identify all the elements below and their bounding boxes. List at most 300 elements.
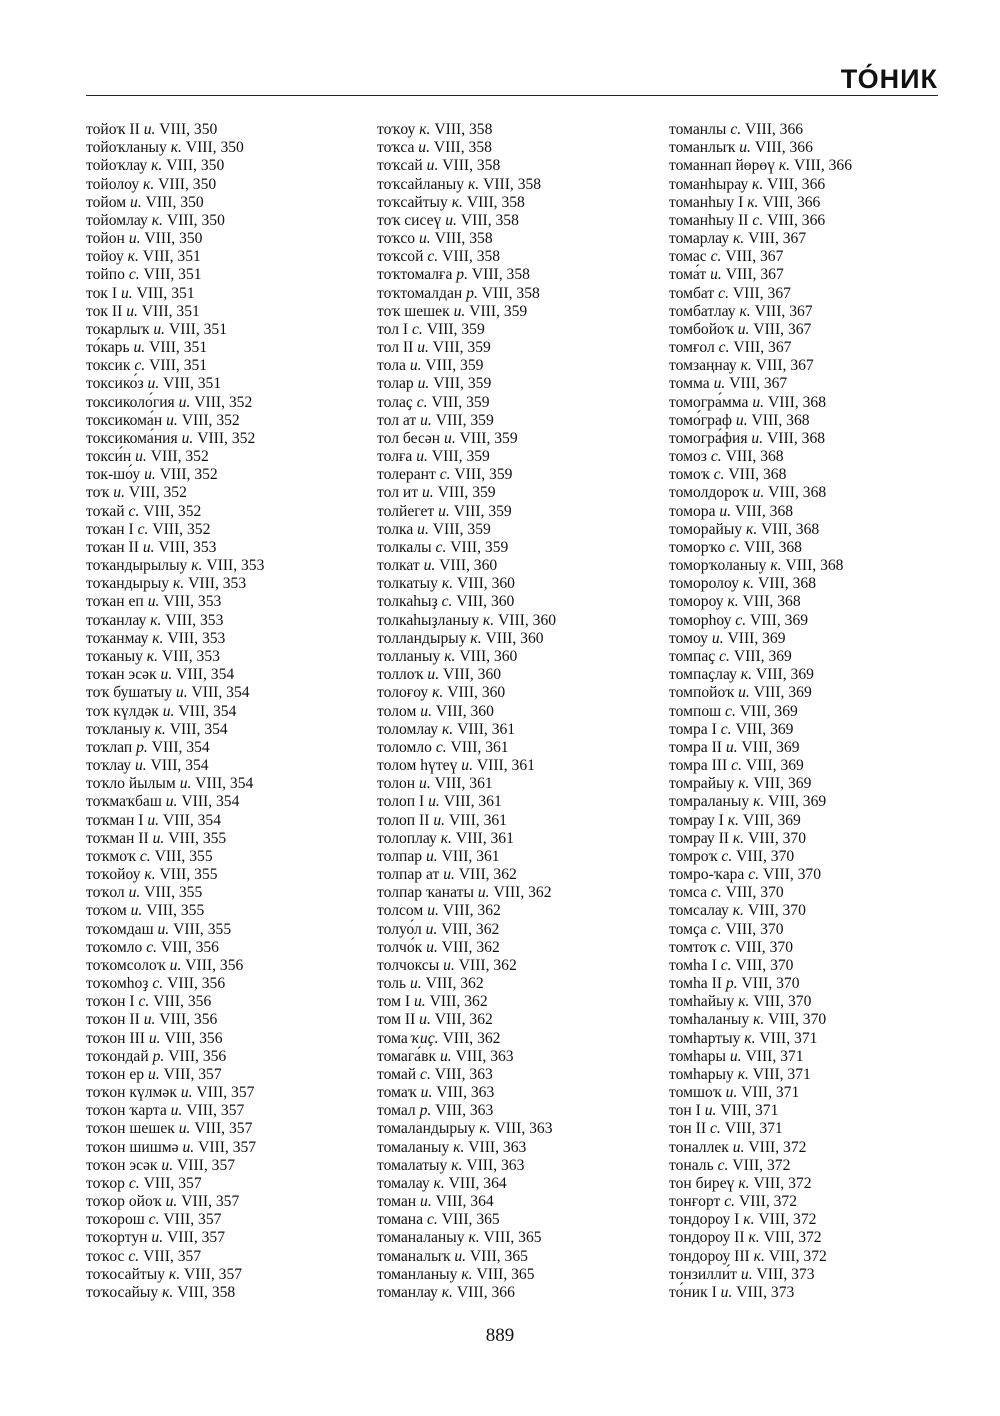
index-entry [377, 339, 556, 357]
entry-reference: VIII, 362 [458, 956, 517, 974]
entry-reference: VIII, 366 [745, 121, 804, 138]
entry-pos: р. [725, 975, 738, 993]
entry-reference: VIII, 368 [757, 575, 816, 593]
entry-pos: и. [439, 1047, 452, 1065]
entry-headword: тойон [86, 230, 125, 248]
entry-pos: и. [180, 1084, 193, 1102]
entry-headword: тойоҡланыу [86, 139, 167, 157]
entry-reference: VIII, 351 [149, 339, 208, 357]
entry-headword: томороу [669, 593, 724, 611]
index-entry [669, 466, 852, 484]
entry-reference: VIII, 350 [159, 121, 218, 138]
entry-pos: и. [421, 484, 434, 502]
entry-headword: тоҡомсолоҡ [86, 956, 166, 974]
index-entry [86, 394, 264, 412]
entry-pos: к. [432, 684, 444, 702]
index-entry [669, 612, 852, 630]
entry-headword: томоу [669, 629, 708, 647]
entry-headword: толоп I [377, 793, 425, 811]
index-entry [86, 266, 264, 284]
entry-pos: с. [426, 1211, 438, 1229]
entry-pos: и. [444, 429, 456, 447]
entry-reference: VIII, 353 [188, 575, 247, 593]
entry-headword: тоҡан эсәк [86, 666, 157, 684]
index-entry [86, 793, 264, 811]
entry-headword: тоҡман II [86, 829, 149, 847]
index-entry [377, 1139, 556, 1157]
index-entry [669, 648, 852, 666]
index-entry [377, 975, 556, 993]
entry-headword: тойпо [86, 266, 125, 284]
entry-reference: VIII, 369 [739, 702, 798, 720]
index-entry [669, 1248, 852, 1266]
entry-headword: тондороу II [669, 1229, 745, 1247]
entry-reference: VIII, 371 [752, 1065, 811, 1083]
entry-headword: толға [377, 448, 413, 466]
entry-pos: к. [191, 557, 203, 575]
index-entry [669, 194, 852, 212]
entry-headword: толоплау [377, 829, 437, 847]
entry-headword: томбойоҡ [669, 320, 734, 338]
entry-reference: VIII, 358 [434, 121, 493, 138]
index-entry [86, 503, 264, 521]
index-entry [377, 212, 556, 230]
entry-pos: к. [433, 1174, 445, 1192]
entry-headword: толкаһыҙланыу [377, 611, 479, 629]
entry-reference: VIII, 359 [469, 302, 528, 320]
index-entry [669, 721, 852, 739]
entry-headword: томһарыу [669, 1065, 734, 1083]
index-entry [377, 430, 556, 448]
entry-pos: с. [128, 1174, 140, 1192]
index-entry [669, 139, 852, 157]
index-entry [377, 884, 556, 902]
entry-pos: с. [730, 121, 742, 138]
entry-headword: толчоксы [377, 956, 440, 974]
index-entry [377, 176, 556, 194]
entry-headword: тоҡан II [86, 538, 139, 556]
index-entry [669, 575, 852, 593]
entry-reference: VIII, 370 [748, 829, 807, 847]
entry-pos: и. [147, 375, 160, 393]
entry-pos: и. [416, 448, 428, 466]
entry-pos: и. [170, 1102, 183, 1120]
entry-reference: VIII, 367 [755, 357, 814, 375]
entry-pos: и. [169, 956, 182, 974]
entry-pos: к. [173, 575, 185, 593]
entry-pos: с. [710, 920, 722, 938]
entry-headword: томпаҫ [669, 647, 716, 665]
header-rule [86, 95, 938, 96]
entry-pos: с. [710, 248, 722, 266]
entry-reference: VIII, 351 [163, 375, 222, 393]
index-entry [86, 939, 264, 957]
index-column-2 [377, 121, 556, 1302]
entry-pos: и. [426, 157, 439, 175]
entry-pos: с. [752, 211, 764, 229]
entry-reference: VIII, 360 [485, 629, 544, 647]
entry-reference: VIII, 369 [753, 684, 812, 702]
entry-headword: толкалы [377, 538, 432, 556]
entry-headword: тома́т [669, 266, 707, 284]
entry-headword: тоҡлау [86, 757, 132, 775]
entry-headword: токсиколо́гия [86, 393, 175, 411]
entry-headword: томас [669, 248, 707, 266]
index-entry [377, 993, 556, 1011]
index-entry [669, 793, 852, 811]
index-entry [377, 1030, 556, 1048]
index-column-1 [86, 121, 264, 1302]
entry-headword: тоҡмоҡ [86, 847, 136, 865]
entry-reference: VIII, 367 [725, 248, 784, 266]
entry-pos: и. [420, 411, 432, 429]
index-entry [377, 648, 556, 666]
entry-reference: VIII, 363 [434, 1065, 493, 1083]
entry-headword: томорҡоланыу [669, 557, 767, 575]
entry-pos: к. [732, 902, 744, 920]
entry-headword: токсик [86, 357, 131, 375]
entry-pos: с. [435, 538, 447, 556]
entry-reference: VIII, 363 [468, 1138, 527, 1156]
entry-headword: тоҡмаҡбаш [86, 793, 162, 811]
entry-pos: к. [738, 1174, 750, 1192]
entry-headword: тоҡон III [86, 1029, 145, 1047]
entry-headword: тоҡсай [377, 157, 423, 175]
entry-headword: томра II [669, 738, 722, 756]
index-entry [377, 303, 556, 321]
entry-reference: VIII, 368 [728, 466, 787, 484]
entry-headword: томһа II [669, 975, 722, 993]
entry-reference: VIII, 369 [735, 720, 794, 738]
entry-reference: VIII, 365 [469, 1247, 528, 1265]
entry-reference: VIII, 369 [755, 666, 814, 684]
entry-reference: VIII, 357 [194, 1120, 253, 1138]
index-entry [86, 1084, 264, 1102]
entry-reference: VIII, 353 [158, 538, 217, 556]
entry-headword: тоҡол [86, 884, 125, 902]
index-entry [377, 1157, 556, 1175]
index-entry [86, 866, 264, 884]
entry-pos: с. [710, 884, 722, 902]
index-entry [377, 812, 556, 830]
entry-reference: VIII, 353 [206, 557, 265, 575]
entry-pos: к. [727, 593, 739, 611]
index-entry [669, 1084, 852, 1102]
entry-pos: к. [744, 1029, 756, 1047]
entry-headword: толуо́л [377, 920, 422, 938]
entry-reference: VIII, 368 [761, 520, 820, 538]
entry-headword: томтоҡ [669, 938, 717, 956]
entry-pos: с. [128, 502, 140, 520]
index-entry [86, 1229, 264, 1247]
entry-headword: том I [377, 993, 411, 1011]
entry-headword: томанлы [669, 121, 727, 138]
index-entry [669, 484, 852, 502]
index-entry [669, 285, 852, 303]
entry-pos: с. [441, 593, 453, 611]
entry-pos: и. [128, 230, 141, 248]
entry-reference: VIII, 369 [750, 611, 809, 629]
entry-reference: VIII, 361 [457, 720, 516, 738]
entry-reference: VIII, 353 [165, 611, 224, 629]
entry-reference: VIII, 363 [466, 1156, 525, 1174]
entry-pos: к. [727, 811, 739, 829]
entry-pos: и. [148, 1029, 161, 1047]
index-entry [377, 466, 556, 484]
index-entry [377, 539, 556, 557]
entry-reference: VIII, 356 [164, 1029, 223, 1047]
entry-pos: и. [178, 1120, 191, 1138]
entry-pos: к. [470, 629, 482, 647]
entry-headword: токси́н [86, 448, 132, 466]
entry-headword: томһа I [669, 956, 717, 974]
entry-reference: VIII, 350 [166, 211, 225, 229]
entry-headword: тоҡом [86, 902, 127, 920]
entry-headword: толомло [377, 738, 432, 756]
entry-headword: томорайыу [669, 520, 743, 538]
entry-reference: VIII, 357 [177, 1156, 236, 1174]
entry-pos: к. [170, 139, 182, 157]
entry-headword: толландырыу [377, 629, 467, 647]
index-entry [377, 1084, 556, 1102]
entry-reference: VIII, 352 [181, 411, 240, 429]
entry-pos: и. [423, 557, 436, 575]
index-entry [86, 721, 264, 739]
entry-headword: тоҡандырылыу [86, 557, 188, 575]
entry-pos: и. [740, 1265, 753, 1283]
entry-reference: VIII, 357 [181, 1193, 240, 1211]
entry-pos: и. [438, 502, 450, 520]
entry-reference: VIII, 366 [767, 211, 826, 229]
entry-pos: с. [721, 847, 733, 865]
entry-reference: VIII, 352 [152, 520, 211, 538]
entry-headword: томро-ҡара [669, 866, 745, 884]
entry-reference: VIII, 362 [442, 902, 501, 920]
index-entry [86, 630, 264, 648]
index-entry [377, 957, 556, 975]
index-entry [86, 466, 264, 484]
entry-reference: VIII, 353 [161, 647, 220, 665]
entry-reference: VIII, 371 [724, 1120, 783, 1138]
index-entry [377, 285, 556, 303]
entry-pos: и. [147, 811, 160, 829]
entry-headword: томанһырау [669, 175, 749, 193]
index-entry [669, 593, 852, 611]
index-entry [669, 212, 852, 230]
entry-pos: с. [735, 611, 747, 629]
entry-headword: тол I [377, 320, 409, 338]
entry-reference: VIII, 355 [159, 866, 218, 884]
entry-headword: толпар [377, 847, 423, 865]
entry-reference: VIII, 370 [741, 975, 800, 993]
index-entry [669, 703, 852, 721]
entry-pos: и. [181, 429, 194, 447]
entry-pos: с. [439, 466, 451, 484]
entry-reference: VIII, 356 [167, 975, 226, 993]
entry-reference: VIII, 363 [436, 1084, 495, 1102]
entry-reference: VIII, 350 [145, 193, 204, 211]
entry-headword: томроҡ [669, 847, 718, 865]
index-entry [669, 394, 852, 412]
entry-headword: тома [377, 1029, 408, 1047]
entry-reference: VIII, 362 [434, 1011, 493, 1029]
entry-pos: к. [748, 1229, 760, 1247]
entry-reference: VIII, 370 [734, 938, 793, 956]
entry-pos: и. [738, 684, 750, 702]
entry-reference: VIII, 351 [149, 357, 208, 375]
entry-pos: к. [441, 1284, 453, 1301]
entry-reference: VIII, 365 [476, 1265, 535, 1283]
entry-headword: томан [377, 1193, 417, 1211]
entry-reference: VIII, 352 [194, 393, 253, 411]
entry-headword: тола [377, 357, 406, 375]
index-entry [86, 1211, 264, 1229]
index-entry [86, 339, 264, 357]
entry-pos: к. [441, 720, 454, 738]
entry-pos: и. [147, 593, 160, 611]
entry-headword: тоҡ [86, 484, 110, 502]
entry-reference: VIII, 355 [173, 920, 232, 938]
entry-pos: и. [160, 666, 173, 684]
entry-reference: VIII, 351 [168, 320, 228, 338]
index-entry [669, 375, 852, 393]
index-entry [377, 266, 556, 284]
index-entry [86, 230, 264, 248]
index-entry [377, 1102, 556, 1120]
entry-pos: с. [416, 393, 428, 411]
entry-pos: и. [144, 466, 156, 484]
entry-pos: к. [441, 575, 454, 593]
entry-pos: и. [461, 757, 473, 775]
index-entry [669, 1066, 852, 1084]
entry-pos: с. [411, 320, 423, 338]
index-entry [86, 1248, 264, 1266]
entry-reference: VIII, 361 [450, 738, 509, 756]
index-entry [669, 684, 852, 702]
index-entry [86, 757, 264, 775]
index-entry [377, 902, 556, 920]
index-entry [669, 1048, 852, 1066]
index-entry [377, 357, 556, 375]
entry-reference: VIII, 353 [163, 593, 222, 611]
entry-headword: томрау II [669, 829, 729, 847]
entry-pos: к. [739, 302, 751, 320]
index-entry [86, 575, 264, 593]
entry-pos: к. [151, 211, 163, 229]
entry-pos: с. [138, 993, 150, 1011]
entry-pos: с. [720, 720, 732, 738]
index-entry [669, 412, 852, 430]
entry-pos: и. [165, 1193, 178, 1211]
entry-headword: тон I [669, 1102, 701, 1120]
entry-pos: к. [143, 175, 155, 193]
entry-reference: VIII, 363 [494, 1120, 553, 1138]
entry-reference: VIII, 372 [753, 1174, 812, 1192]
entry-reference: VIII, 366 [794, 157, 853, 175]
entry-pos: и. [166, 411, 178, 429]
index-entry [377, 848, 556, 866]
entry-reference: VIII, 373 [756, 1265, 815, 1283]
entry-reference: VIII, 360 [456, 575, 515, 593]
index-entry [669, 521, 852, 539]
entry-pos: к. [753, 1011, 765, 1029]
entry-reference: VIII, 373 [736, 1284, 795, 1301]
index-entry [86, 321, 264, 339]
entry-pos: и. [143, 1011, 156, 1029]
entry-pos: и. [739, 139, 751, 157]
entry-headword: томанлыҡ [669, 139, 736, 157]
entry-reference: VIII, 360 [435, 702, 494, 720]
entry-pos: с. [148, 1211, 160, 1229]
index-entry [377, 757, 556, 775]
index-entry [669, 1102, 852, 1120]
index-entry [669, 157, 852, 175]
index-entry [86, 1157, 264, 1175]
entry-reference: VIII, 371 [745, 1047, 804, 1065]
entry-pos: и. [719, 502, 732, 520]
entry-reference: VIII, 354 [176, 666, 235, 684]
entry-pos: и. [152, 829, 165, 847]
index-entry [669, 321, 852, 339]
entry-pos: и. [477, 884, 490, 902]
index-entry [86, 957, 264, 975]
entry-reference: VIII, 354 [181, 793, 240, 811]
index-entry [669, 1139, 852, 1157]
index-entry [669, 630, 852, 648]
entry-pos: с. [420, 1065, 431, 1083]
entry-pos: и. [130, 193, 142, 211]
entry-headword: тоҡор ойоҡ [86, 1193, 162, 1211]
entry-pos: с. [146, 938, 158, 956]
entry-pos: и. [453, 302, 466, 320]
entry-pos: и. [157, 920, 170, 938]
entry-pos: с. [713, 466, 725, 484]
entry-headword: томрайыу [669, 775, 735, 793]
entry-headword: толкаһыҙ [377, 593, 438, 611]
entry-pos: и. [148, 1065, 160, 1083]
index-entry [669, 993, 852, 1011]
entry-reference: VIII, 356 [159, 1011, 218, 1029]
index-entry [86, 303, 264, 321]
index-entry [669, 357, 852, 375]
entry-pos: и. [732, 1138, 745, 1156]
entry-reference: VIII, 369 [745, 757, 804, 775]
index-entry [669, 176, 852, 194]
entry-reference: VIII, 370 [753, 993, 812, 1011]
entry-headword: тоҡаныу [86, 647, 143, 665]
entry-pos: к. [468, 1229, 480, 1247]
entry-pos: и. [143, 121, 156, 138]
entry-reference: VIII, 372 [763, 1229, 822, 1247]
entry-reference: VIII, 357 [163, 1065, 222, 1083]
entry-headword: томоролоу [669, 575, 739, 593]
index-entry [377, 394, 556, 412]
entry-pos: к. [740, 357, 752, 375]
entry-reference: VIII, 367 [754, 302, 813, 320]
entry-pos: и. [420, 1193, 432, 1211]
index-entry [377, 739, 556, 757]
entry-pos: р. [419, 1102, 432, 1120]
entry-headword: тоҡло йылым [86, 775, 176, 793]
index-entry [86, 993, 264, 1011]
index-entry [377, 248, 556, 266]
entry-reference: VIII, 354 [162, 811, 222, 829]
entry-pos: и. [126, 302, 138, 320]
entry-headword: толон [377, 775, 416, 793]
entry-headword: томһаланыу [669, 1011, 750, 1029]
entry-headword: тойомлау [86, 211, 148, 229]
entry-headword: толомлау [377, 720, 439, 738]
